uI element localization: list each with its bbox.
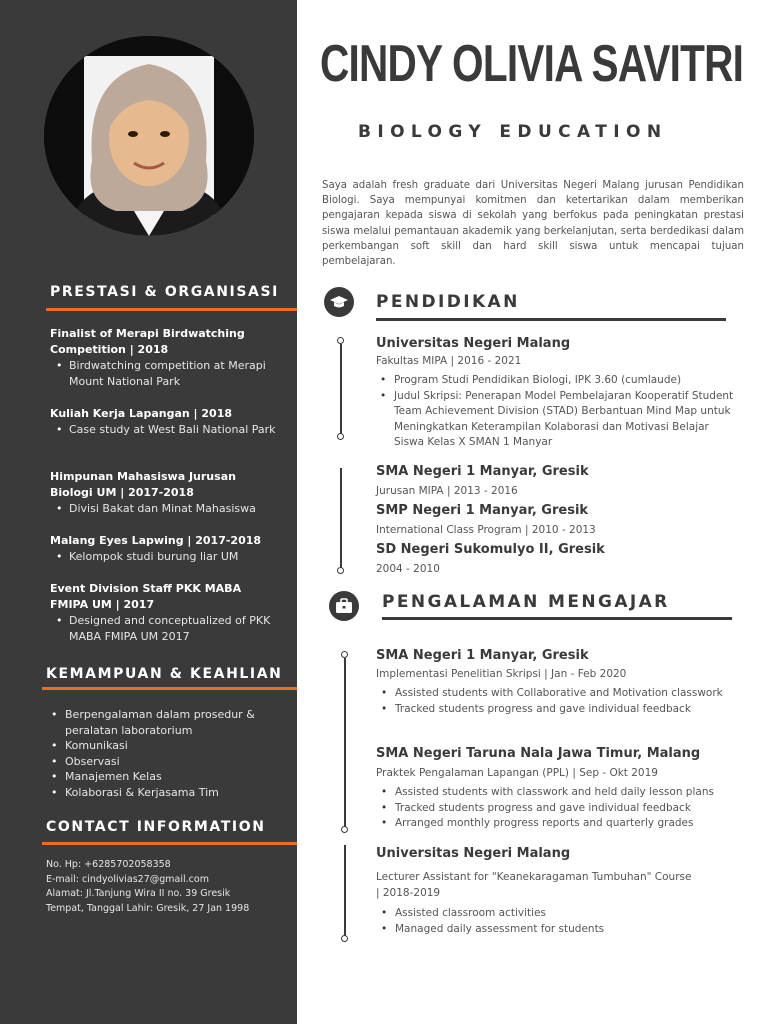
achievement-item: [50, 406, 280, 438]
achievement-detail: • Birdwatching competition at Merapi Mount National Park: [50, 358, 280, 390]
education-detail: • Program Studi Pendidikan Biologi, IPK 3.60 (cumlaude): [376, 373, 736, 389]
achievement-detail: • Kelompok studi burung liar UM: [50, 549, 280, 565]
timeline-dot: [341, 651, 348, 658]
skills-heading: KEMAMPUAN & KEAHLIAN: [46, 666, 283, 682]
experience-entry-subtitle: Lecturer Assistant for "Keanekaragaman Tumbuhan" Course | 2018-2019: [376, 871, 692, 899]
education-entry-subtitle: Fakultas MIPA | 2016 - 2021: [376, 355, 522, 367]
experience-entry-title: Universitas Negeri Malang: [376, 846, 571, 861]
profile-summary: Saya adalah fresh graduate dari Universitas Negeri Malang jurusan Pendidikan Biologi. Saya mempunyai komitmen dan ketertarikan dalam memberikan pengajaran kepada siswa di sekolah yang berfokus pada peningkatan prestasi siswa melalui pemantauan akademik yang berkelanjutan, serta berdedikasi dalam perkembangan soft skill dan hard skill siswa untuk mencapai tujuan pembelajaran.: [322, 180, 744, 268]
contact-email: E-mail: cindyolivias27@gmail.com: [46, 873, 209, 885]
achievement-detail: • Case study at West Bali National Park: [50, 422, 280, 438]
briefcase-icon: [329, 591, 359, 621]
school-subtitle: 2004 - 2010: [376, 563, 440, 575]
education-entry-details: [376, 373, 736, 451]
contact-phone: No. Hp: +6285702058358: [46, 859, 171, 870]
contact-block: [46, 858, 286, 916]
school-title: SMA Negeri 1 Manyar, Gresik: [376, 464, 589, 479]
timeline-line: [340, 468, 342, 570]
timeline-dot: [337, 337, 344, 344]
timeline-dot: [337, 433, 344, 440]
achievement-title: Finalist of Merapi Birdwatching Competition | 2018: [50, 327, 245, 356]
experience-entry-subtitle: Implementasi Penelitian Skripsi | Jan - Feb 2020: [376, 668, 627, 680]
education-heading: PENDIDIKAN: [376, 292, 520, 312]
sidebar: [0, 0, 297, 1024]
achievement-item: [50, 326, 280, 390]
profile-photo-illustration: [44, 36, 254, 236]
timeline-dot: [341, 826, 348, 833]
skill-item: • Berpengalaman dalam prosedur & peralatan laboratorium: [50, 707, 280, 738]
skills-list: [50, 707, 280, 800]
experience-entry-details: [377, 785, 762, 832]
school-title: SD Negeri Sukomulyo II, Gresik: [376, 542, 605, 557]
school-title: SMP Negeri 1 Manyar, Gresik: [376, 503, 589, 518]
education-entry-title: Universitas Negeri Malang: [376, 336, 571, 351]
experience-detail: • Tracked students progress and gave individual feedback: [377, 702, 727, 718]
contact-birth: Tempat, Tanggal Lahir: Gresik, 27 Jan 1998: [46, 902, 250, 914]
timeline-dot: [341, 935, 348, 942]
timeline-line: [344, 845, 346, 937]
contact-heading-rule: [42, 842, 297, 845]
graduation-cap-icon: [324, 287, 354, 317]
experience-heading-rule: [382, 617, 732, 620]
experience-entry-details: [377, 686, 727, 717]
timeline-line: [340, 344, 342, 434]
achievement-item: [50, 469, 280, 517]
skill-item: • Komunikasi: [50, 738, 280, 754]
achievement-detail: • Designed and conceptualized of PKK MABA FMIPA UM 2017: [50, 613, 280, 645]
experience-entry-title: SMA Negeri 1 Manyar, Gresik: [376, 648, 589, 663]
candidate-role: BIOLOGY EDUCATION: [358, 122, 668, 142]
achievement-title: Malang Eyes Lapwing | 2017-2018: [50, 534, 262, 547]
experience-detail: • Arranged monthly progress reports and quarterly grades: [377, 816, 762, 832]
achievement-title: Event Division Staff PKK MABA FMIPA UM | 2017: [50, 582, 242, 611]
education-detail: • Judul Skripsi: Penerapan Model Pembelajaran Kooperatif Student Team Achievement Division (STAD) Berbantuan Mind Map untuk Meningkatkan Keterampilan Kolaborasi dan Motivasi Belajar Siswa Kelas X SMAN 1 Manyar: [376, 389, 736, 451]
skill-item: • Kolaborasi & Kerjasama Tim: [50, 785, 280, 801]
achievements-heading-rule: [46, 308, 297, 311]
contact-address: Alamat: Jl.Tanjung Wira II no. 39 Gresik: [46, 888, 231, 899]
profile-photo: [44, 36, 254, 236]
experience-detail: • Assisted students with Collaborative and Motivation classwork: [377, 686, 727, 702]
achievement-title: Himpunan Mahasiswa Jurusan Biologi UM | 2017-2018: [50, 470, 236, 499]
experience-entry-title: SMA Negeri Taruna Nala Jawa Timur, Malang: [376, 746, 701, 761]
achievements-heading: PRESTASI & ORGANISASI: [50, 284, 279, 300]
experience-entry-details: [377, 906, 727, 937]
achievement-detail: • Divisi Bakat dan Minat Mahasiswa: [50, 501, 280, 517]
achievement-title: Kuliah Kerja Lapangan | 2018: [50, 407, 233, 420]
candidate-name: CINDY OLIVIA SAVITRI: [320, 35, 744, 93]
skill-item: • Observasi: [50, 754, 280, 770]
experience-detail: • Managed daily assessment for students: [377, 922, 727, 938]
achievement-item: [50, 581, 280, 645]
timeline-dot: [337, 567, 344, 574]
skill-item: • Manajemen Kelas: [50, 769, 280, 785]
experience-detail: • Assisted students with classwork and held daily lesson plans: [377, 785, 762, 801]
education-heading-rule: [376, 318, 726, 321]
experience-detail: • Assisted classroom activities: [377, 906, 727, 922]
skills-heading-rule: [42, 687, 297, 690]
experience-entry-subtitle: Praktek Pengalaman Lapangan (PPL) | Sep - Okt 2019: [376, 767, 658, 779]
timeline-line: [344, 658, 346, 828]
achievement-item: [50, 533, 280, 565]
experience-detail: • Tracked students progress and gave individual feedback: [377, 801, 762, 817]
school-subtitle: Jurusan MIPA | 2013 - 2016: [376, 485, 518, 497]
contact-heading: CONTACT INFORMATION: [46, 819, 266, 835]
experience-heading: PENGALAMAN MENGAJAR: [382, 592, 670, 612]
school-subtitle: International Class Program | 2010 - 2013: [376, 524, 596, 536]
